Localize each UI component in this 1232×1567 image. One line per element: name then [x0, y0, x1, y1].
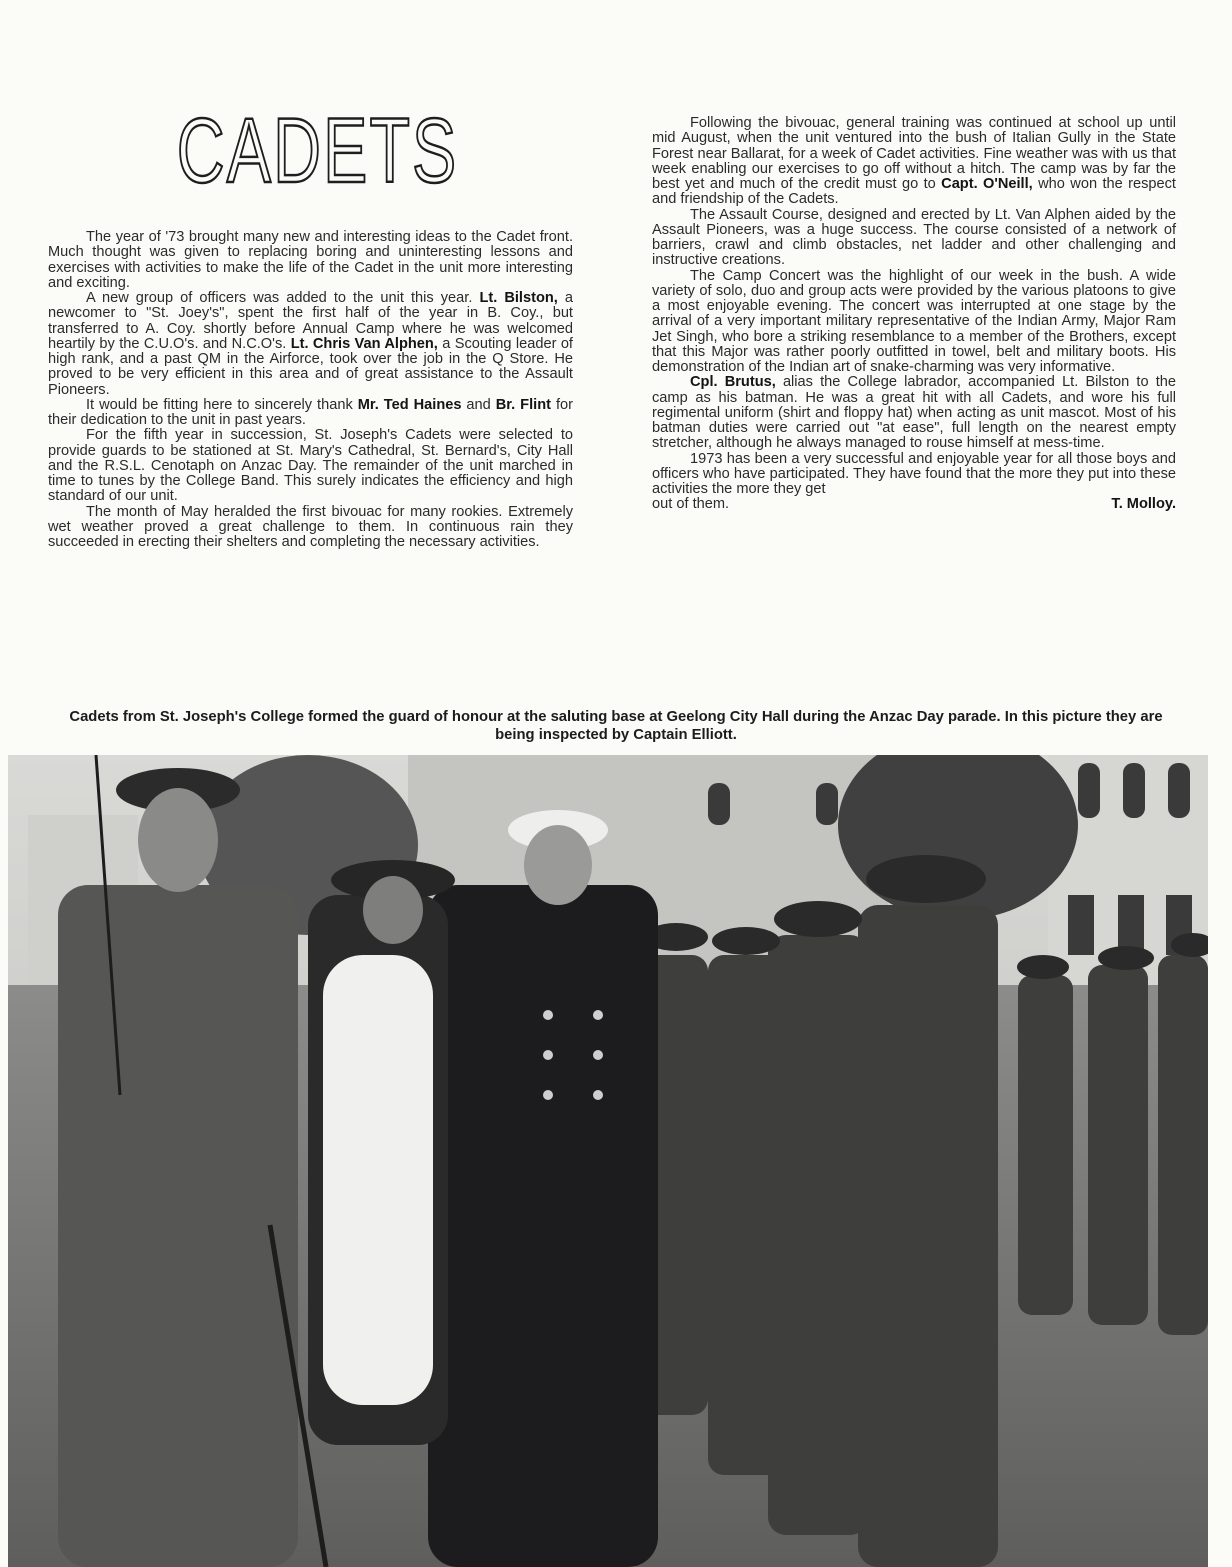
text: for their dedication to the unit in past years. [48, 396, 573, 428]
author-signature: T. Molloy. [1111, 496, 1176, 513]
parade-photo-illustration [8, 755, 1208, 1567]
paragraph: The month of May heralded the first bivouac for many rookies. Extremely wet weather proved a great challenge to them. In continuous rain they succeeded in erecting their shelters and completing the necessary activities. [48, 503, 573, 550]
mascot-name: Cpl. Brutus, [690, 374, 776, 391]
text: A new group of officers was added to the unit this year. [86, 290, 473, 306]
left-column [48, 230, 573, 550]
text: a Scouting leader of high rank, and a past QM in the Airforce, took over the job in the Q Store. He proved to be very efficient in this area and of great assistance to the Assault Pioneers. [48, 335, 573, 398]
right-column [652, 116, 1176, 513]
paragraph: The Camp Concert was the highlight of our week in the bush. A wide variety of solo, duo and group acts were provided by the various platoons to give a most enjoyable evening. The concert was interrupted at one stage by the arrival of a very important military representative of the Indian Army, Major Ram Jet Singh, who bore a striking resemblance to a member of the Brothers, except that this Major was rather poorly outfitted in towel, belt and military boots. His demonstration of the Indian art of snake-charming was very informative. [652, 267, 1176, 375]
paragraph: For the fifth year in succession, St. Joseph's Cadets were selected to provide guards to be stationed at St. Mary's Cathedral, St. Bernard's, City Hall and the R.S.L. Cenotaph on Anzac Day. The remainder of the unit marched in time to tunes by the College Band. This surely indicates the efficiency and high standard of our unit. [48, 427, 573, 505]
officer-name: Capt. O'Neill, [941, 176, 1033, 192]
paragraph: The Assault Course, designed and erected by Lt. Van Alphen aided by the Assault Pioneers, was a huge success. The course consisted of a network of barriers, crawl and climb obstacles, net ladder and other challenging and instructive creations. [652, 206, 1176, 269]
person-name: Br. Flint [495, 396, 551, 413]
text: Following the bivouac, general training was continued at school up until mid August, when the unit ventured into the bush of Italian Gully in the State Forest near Ballarat, for a week of Cadet activities. Fine weather was with us that week enabling our exercises to go off without a hitch. The camp was by far the best yet and much of the credit must go to [652, 115, 1176, 192]
text: out of them. [652, 496, 730, 513]
text: It would be fitting here to sincerely thank [86, 396, 358, 413]
text: and [461, 396, 496, 413]
photo-caption: Cadets from St. Joseph's College formed the guard of honour at the saluting base at Geelong City Hall during the Anzac Day parade. In this picture they are being inspected by Captain Elliott. [69, 709, 1163, 743]
signature-line [652, 497, 1176, 512]
text: alias the College labrador, accompanied Lt. Bilston to the camp as his batman. He was a great hit with all Cadets, and wore his full regimental uniform (shirt and floppy hat) when acting as unit mascot. Most of his batman duties were carried out "at ease", full length on the nearest empty stretcher, although he always managed to rouse himself at mess-time. [652, 374, 1176, 452]
paragraph: 1973 has been a very successful and enjoyable year for all those boys and officers who have participated. They have found that the more they put into these activities the more they get [652, 450, 1176, 497]
officer-name: Lt. Bilston, [479, 290, 558, 306]
paragraph: The year of '73 brought many new and interesting ideas to the Cadet front. Much thought was given to replacing boring and uninteresting lessons and exercises with activities to make the life of the Cadet in the unit more interesting and exciting. [48, 229, 573, 291]
text: a newcomer to "St. Joey's", spent the first half of the year in B. Coy., but transferred to A. Coy. shortly before Annual Camp where he was welcomed heartily by the C.U.O's. and N.C.O's. [48, 290, 573, 352]
paragraph [652, 375, 1176, 451]
text: who won the respect and friendship of the Cadets. [652, 176, 1176, 208]
person-name: Mr. Ted Haines [357, 396, 462, 413]
article-title [177, 100, 459, 202]
paragraph [652, 116, 1176, 208]
parade-photo [8, 755, 1208, 1567]
officer-name: Lt. Chris Van Alphen, [290, 335, 438, 352]
title-text: CADETS [177, 100, 459, 202]
paragraph [48, 398, 573, 429]
paragraph [48, 291, 573, 398]
